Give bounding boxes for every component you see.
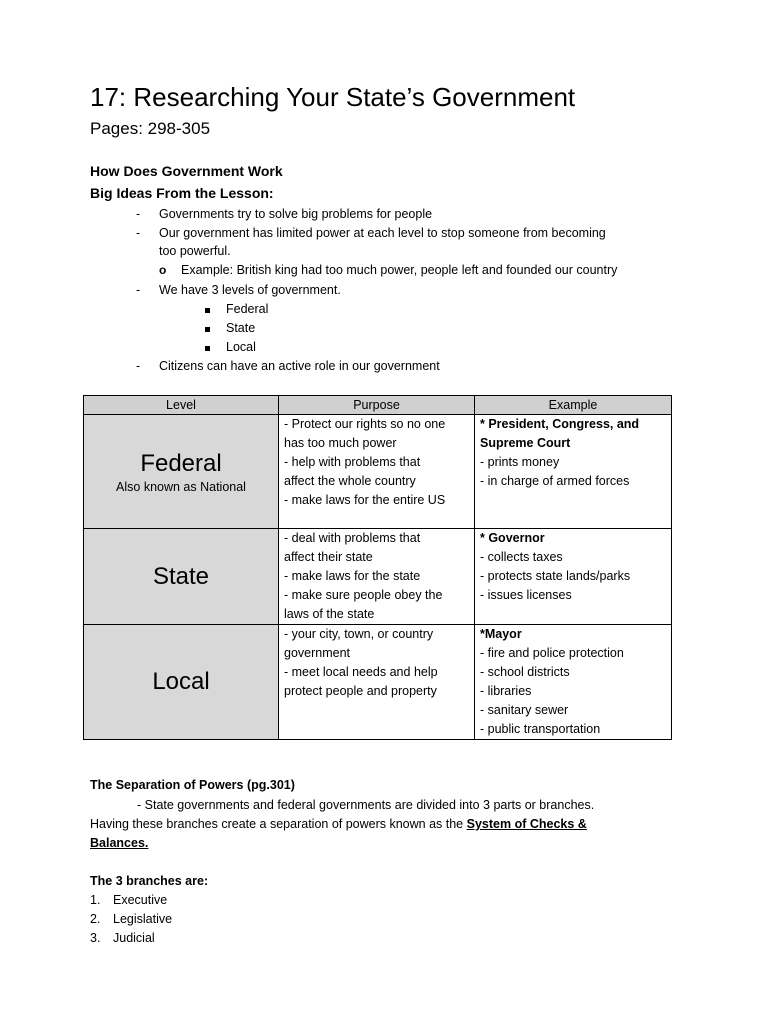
branch-item: Legislative xyxy=(113,912,173,926)
table-row-federal xyxy=(84,415,672,529)
big-idea-2-example: Example: British king had too much power, people left and founded our country xyxy=(181,263,618,277)
example-heading: Supreme Court xyxy=(480,436,571,450)
branch-number: 1. xyxy=(90,893,101,907)
branch-number: 2. xyxy=(90,912,101,926)
branch-item: Executive xyxy=(113,893,168,907)
big-idea-4: Citizens can have an active role in our government xyxy=(159,359,440,373)
example-cell xyxy=(475,625,672,740)
example-line: - public transportation xyxy=(480,722,601,736)
purpose-line: government xyxy=(284,646,351,660)
section-heading-how-government-works: How Does Government Work xyxy=(90,163,283,179)
level-cell xyxy=(84,625,279,740)
purpose-line: - your city, town, or country xyxy=(284,627,434,641)
level-list-item: Local xyxy=(226,340,256,354)
example-cell xyxy=(475,415,672,529)
example-line: - fire and police protection xyxy=(480,646,624,660)
example-line: - collects taxes xyxy=(480,550,563,564)
purpose-cell xyxy=(279,415,475,529)
square-bullet-icon xyxy=(205,346,210,351)
table-row-state xyxy=(84,529,672,625)
separation-text-line1: - State governments and federal governments are divided into 3 parts or branches. xyxy=(137,798,595,812)
circle-bullet-icon: o xyxy=(159,263,167,277)
column-header-level: Level xyxy=(84,396,279,415)
separation-heading: The Separation of Powers (pg.301) xyxy=(90,778,295,792)
purpose-cell xyxy=(279,529,475,625)
branch-item: Judicial xyxy=(113,931,155,945)
purpose-cell xyxy=(279,625,475,740)
level-name: Local xyxy=(152,668,210,695)
example-line: - prints money xyxy=(480,455,560,469)
purpose-line: - meet local needs and help xyxy=(284,665,438,679)
example-cell xyxy=(475,529,672,625)
big-idea-2-line1: Our government has limited power at each level to stop someone from becoming xyxy=(159,226,606,240)
example-line: - protects state lands/parks xyxy=(480,569,631,583)
page-title: 17: Researching Your State’s Government xyxy=(90,82,576,112)
example-heading: *Mayor xyxy=(480,627,522,641)
purpose-line: - deal with problems that xyxy=(284,531,421,545)
big-idea-2-line2: too powerful. xyxy=(159,244,231,258)
checks-balances-term-cont: Balances. xyxy=(90,836,149,850)
purpose-line: affect their state xyxy=(284,550,373,564)
big-idea-3: We have 3 levels of government. xyxy=(159,283,341,297)
section-heading-big-ideas: Big Ideas From the Lesson: xyxy=(90,185,274,201)
purpose-line: laws of the state xyxy=(284,607,375,621)
purpose-line: - make laws for the state xyxy=(284,569,421,583)
level-list-item: State xyxy=(226,321,256,335)
level-name: State xyxy=(152,562,210,590)
purpose-line: - make laws for the entire US xyxy=(284,493,446,507)
level-cell xyxy=(84,529,279,625)
level-subtitle: Also known as National xyxy=(116,479,246,494)
checks-balances-term: System of Checks & xyxy=(466,817,587,831)
example-heading: * President, Congress, and xyxy=(480,417,640,431)
level-name: Federal xyxy=(140,449,222,477)
example-line: - sanitary sewer xyxy=(480,703,569,717)
table-row-local xyxy=(84,625,672,740)
example-line: - in charge of armed forces xyxy=(480,474,630,488)
example-line: - libraries xyxy=(480,684,532,698)
table-header-row xyxy=(84,396,672,415)
separation-text: Having these branches create a separation of powers known as the xyxy=(90,817,464,831)
example-line: - issues licenses xyxy=(480,588,572,602)
branches-heading: The 3 branches are: xyxy=(90,874,209,888)
branch-number: 3. xyxy=(90,931,101,945)
separation-text-line2 xyxy=(90,816,587,833)
purpose-line: - make sure people obey the xyxy=(284,588,443,602)
dash-bullet: - xyxy=(136,359,141,373)
column-header-purpose: Purpose xyxy=(279,396,475,415)
purpose-line: protect people and property xyxy=(284,684,437,698)
big-idea-1: Governments try to solve big problems for people xyxy=(159,207,433,221)
page-range: Pages: 298-305 xyxy=(90,119,211,138)
example-line: - school districts xyxy=(480,665,570,679)
purpose-line: - Protect our rights so no one xyxy=(284,417,446,431)
level-cell xyxy=(84,415,279,529)
government-levels-table xyxy=(83,395,672,740)
example-heading: * Governor xyxy=(480,531,545,545)
dash-bullet: - xyxy=(136,283,141,297)
level-list-item: Federal xyxy=(226,302,269,316)
purpose-line: - help with problems that xyxy=(284,455,421,469)
column-header-example: Example xyxy=(475,396,672,415)
purpose-line: has too much power xyxy=(284,436,397,450)
dash-bullet: - xyxy=(136,207,141,221)
square-bullet-icon xyxy=(205,327,210,332)
purpose-line: affect the whole country xyxy=(284,474,416,488)
square-bullet-icon xyxy=(205,308,210,313)
dash-bullet: - xyxy=(136,226,141,240)
